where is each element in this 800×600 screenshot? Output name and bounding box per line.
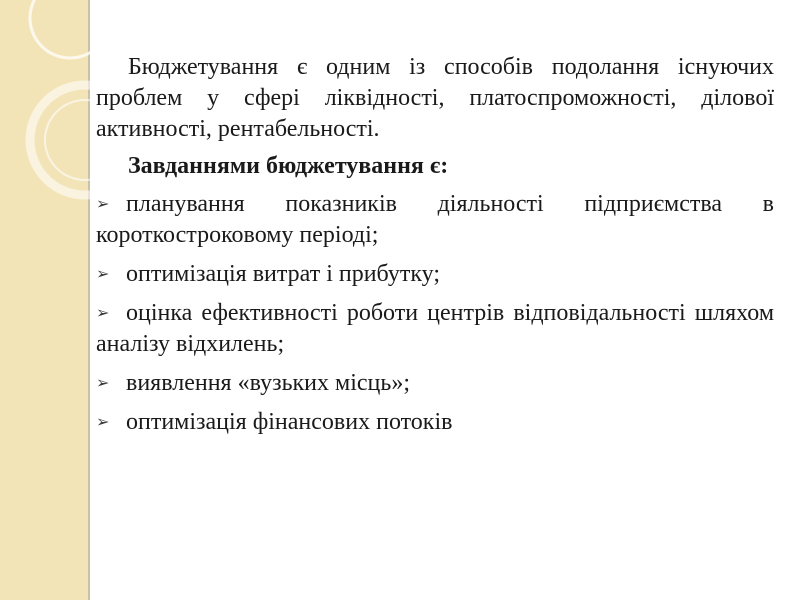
list-item-text: оптимізація витрат і прибутку; (126, 261, 441, 287)
intro-paragraph: Бюджетування є одним із способів подолання існуючих проблем у сфері ліквідності, платоспроможності, ділової активності, рентабельності. (96, 54, 774, 142)
list-item-text: виявлення «вузьких місць»; (126, 370, 410, 396)
list-item-text: оцінка ефективності роботи центрів відповідальності шляхом аналізу відхилень; (96, 300, 774, 357)
arrow-bullet-icon: ➢ (96, 303, 110, 322)
arrow-bullet-icon: ➢ (96, 373, 110, 392)
list-item (96, 188, 774, 251)
arrow-bullet-icon: ➢ (96, 194, 110, 213)
list-item (96, 297, 774, 360)
list-item (96, 258, 774, 290)
slide-content (96, 52, 774, 445)
tasks-heading: Завданнями бюджетування є: (128, 153, 449, 179)
tasks-list (96, 188, 774, 438)
list-item-text: оптимізація фінансових потоків (126, 409, 453, 435)
list-item (96, 406, 774, 438)
arrow-bullet-icon: ➢ (96, 264, 110, 283)
list-item (96, 367, 774, 399)
arrow-bullet-icon: ➢ (96, 412, 110, 431)
list-item-text: планування показників діяльності підприємства в короткостроковому періоді; (96, 191, 774, 248)
